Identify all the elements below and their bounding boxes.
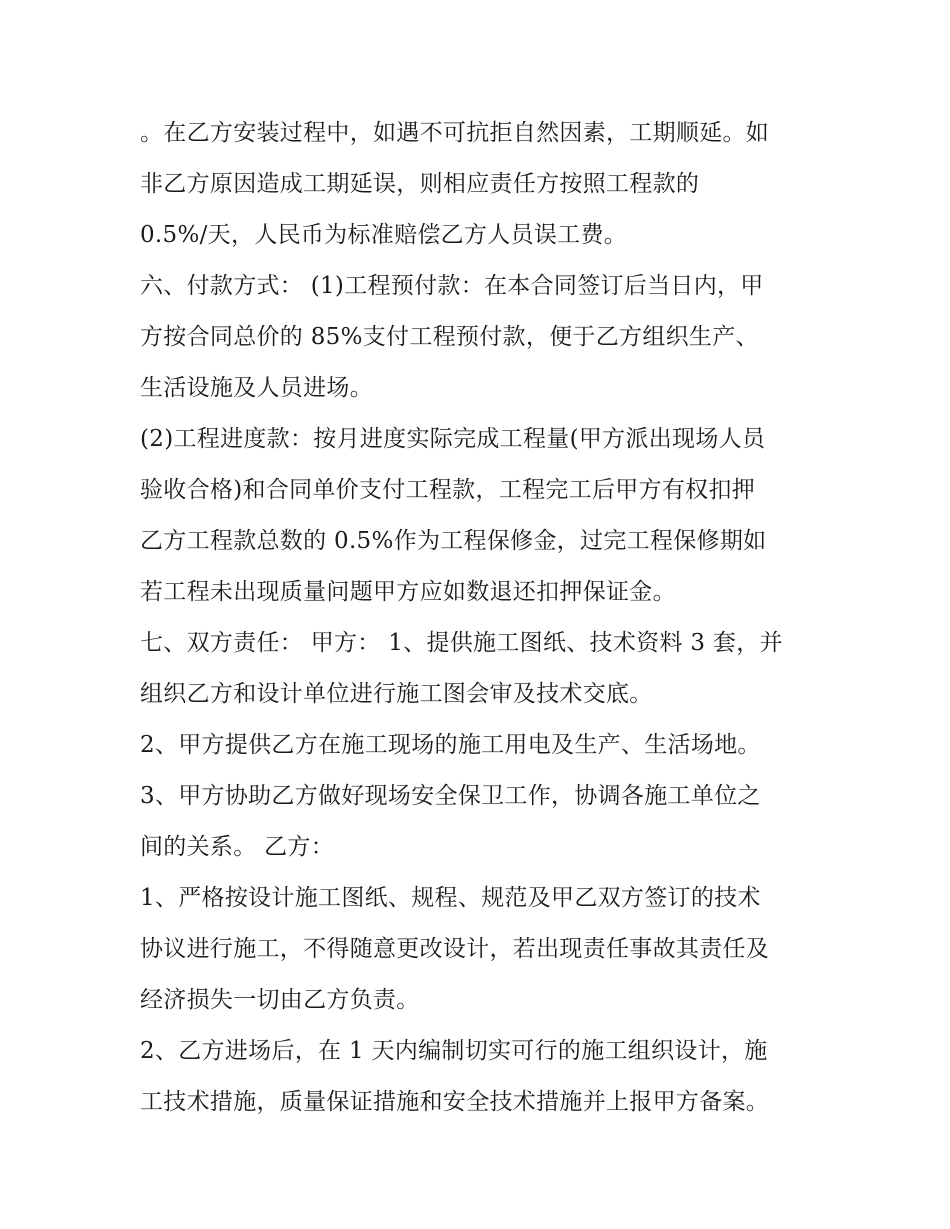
text-line: 工技术措施，质量保证措施和安全技术措施并上报甲方备案。 — [140, 1089, 770, 1115]
text-line: 1、严格按设计施工图纸、规程、规范及甲乙双方签订的技术 — [140, 885, 761, 911]
text-line: 生活设施及人员进场。 — [140, 375, 373, 401]
text-line: 若工程未出现质量问题甲方应如数退还扣押保证金。 — [140, 579, 676, 605]
text-line: (2)工程进度款：按月进度实际完成工程量(甲方派出现场人员 — [140, 426, 766, 452]
text-line: 3、甲方协助乙方做好现场安全保卫工作，协调各施工单位之 — [140, 783, 761, 809]
text-line: 2、甲方提供乙方在施工现场的施工用电及生产、生活场地。 — [140, 732, 761, 758]
text-line: 组织乙方和设计单位进行施工图会审及技术交底。 — [140, 681, 653, 707]
text-line: 非乙方原因造成工期延误，则相应责任方按照工程款的 — [140, 171, 700, 197]
text-line: 0.5%/天，人民币为标准赔偿乙方人员误工费。 — [140, 222, 628, 248]
text-line: 六、付款方式： (1)工程预付款：在本合同签订后当日内，甲 — [140, 273, 764, 299]
text-line: 乙方工程款总数的 0.5%作为工程保修金，过完工程保修期如 — [140, 528, 767, 554]
text-line: 协议进行施工，不得随意更改设计，若出现责任事故其责任及 — [140, 936, 770, 962]
text-line: 七、双方责任： 甲方： 1、提供施工图纸、技术资料 3 套，并 — [140, 630, 783, 656]
text-line: 经济损失一切由乙方负责。 — [140, 987, 420, 1013]
text-line: 间的关系。 乙方： — [140, 834, 335, 860]
text-line: 验收合格)和合同单价支付工程款，工程完工后甲方有权扣押 — [140, 477, 756, 503]
contract-text-body — [140, 108, 830, 1128]
text-line: 方按合同总价的 85%支付工程预付款，便于乙方组织生产、 — [140, 324, 759, 350]
text-line: 2、乙方进场后，在 1 天内编制切实可行的施工组织设计，施 — [140, 1038, 768, 1064]
text-line: 。在乙方安装过程中，如遇不可抗拒自然因素，工期顺延。如 — [140, 120, 770, 146]
